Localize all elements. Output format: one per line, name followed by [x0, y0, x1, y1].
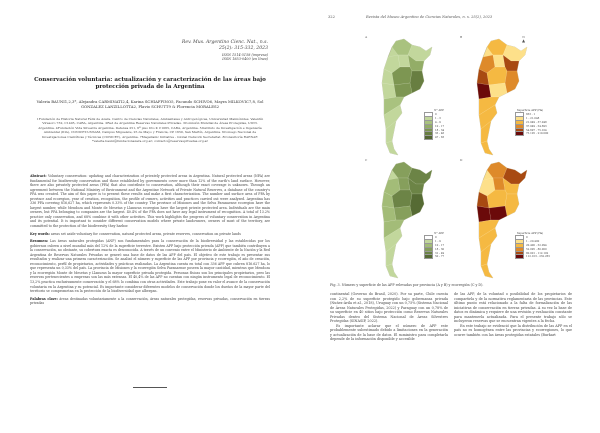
- legend-title: Superficie APP (Ha): [516, 232, 544, 235]
- legend-entry: [515, 132, 548, 136]
- issn-online: ISSN 1853-0400 (en línea): [222, 57, 268, 62]
- map-region: [489, 83, 507, 97]
- right-page: [300, 0, 600, 433]
- legend-label: 4 - 9: [435, 120, 441, 124]
- palabras-clave: [30, 297, 270, 306]
- legend-entry: [515, 255, 550, 259]
- legend-label: 0: [435, 113, 437, 117]
- legend-label: 18 - 34: [435, 128, 445, 132]
- journal-header: [182, 40, 268, 62]
- resumen-text: Las áreas naturales protegidas (ANP) son fundamentales para la conservación de la biodiversidad y las establecidas por los gobiernos cubren a nivel mundial más del 12% de la superficie terrestre. Existen APP bajo protección privada (APP) que también contribuyen a la conservación, no obstante, su cobertura exacta es desconocida. A través de un convenio entre el Ministerio de Ambiente de la Nación y la Red Argentina de Reservas Naturales Privadas se generó una base de datos de las APP del país. El objetivo de este trabajo es presentar sus resultados y realizar una primera caracterización. Se analizó el número y superficie de las APP por provincia y ecorregión, el año de creación, reconocimiento, perfil de propietarios, actividades y prácticas realizadas. La Argentina cuenta en total con 336 APP que cubren 816.627 ha, lo que representa un 0,33% del país. La provincia de Misiones y la ecorregión Selva Paranaense poseen la mayor cantidad, mientras que Mendoza y la ecorregión Monte de Mesetas y Llanuras la mayor superficie privada protegida. Personas físicas son los principales propietarios, pero las reservas pertenecientes a empresas son las más extensas. El 40,4% de las APP no cuentan con ningún instrumento legal de reconocimiento. El 13,2% practica exclusivamente conservación y el 68% lo combina con otras actividades. Este trabajo pone en valor el avance de la conservación voluntaria en la Argentina y su potencial. Es importante considerar diferentes modelos de conservación donde los dueños de la mayor parte del territorio se comprometan en la protección de la biodiversidad que albergan.: [30, 239, 270, 294]
- abstract-label: Abstract:: [30, 174, 47, 178]
- keywords: [30, 232, 270, 237]
- legend-label: 37.049 - 54.693: [526, 124, 547, 128]
- legend-swatch: [424, 254, 433, 259]
- paragraph: continental (Governo do Brasil, 2020). Por su parte, Chile cuenta con 2,2% de su superficie protegido bajo gobernanza privada (Nuñez-Ávila et al., 2018), Uruguay con un 0,75% (Sistema Nacional de Áreas Naturales Protegidas, 2022) y Paraguay con un 0,78% de su superficie en 40 sitios bajo protección como Reservas Naturales Privadas dentro del Sistema Nacional de Áreas Silvestres Protegidas (SINASIP, 2022).: [330, 292, 448, 324]
- text-column-left: [330, 292, 448, 342]
- map-region: [386, 264, 398, 278]
- map-region: [410, 71, 424, 93]
- legend-label: 1 - 9: [435, 240, 441, 244]
- legend-label: 35 - 46: [435, 132, 445, 136]
- legend-label: 21.049 - 37.048: [526, 120, 547, 124]
- resumen: [30, 239, 270, 294]
- paragraph: de las APP, de la voluntad o posibilidad de los propietarios de compartirla y de la normativa reglamentaria de las provincias. Este último punto está relacionado a la falta de formalización de las iniciativas de conservación en tierras privadas. A su vez la base de datos es dinámica y requiere de una revisión y evaluación constante para mantenerla actualizada. Para el presente trabajo sólo se incluyeron reservas que se encuentran vigentes a la fecha.: [454, 292, 572, 324]
- keywords-text: areas set aside voluntary for conservation, natural protected areas, private reserves, conservation on private lands: [50, 231, 241, 236]
- map-panel-a: [362, 35, 457, 157]
- legend-label: 0: [435, 236, 437, 240]
- figure-caption: Fig. 3. Número y superficie de las APP relevadas por provincia (A y B) y ecorregión (C y D).: [330, 283, 484, 287]
- running-title: Revista del Museo Argentino de Ciencias Naturales, n. s. 25(2), 2023: [366, 15, 493, 19]
- legend-label: 0: [526, 236, 528, 240]
- map-region: [477, 83, 491, 99]
- map-region: [382, 83, 396, 99]
- legend-label: 20.400 - 52.094: [526, 243, 547, 247]
- panel-letter: A: [365, 35, 368, 39]
- article-title: Conservación voluntaria: actualización y caracterización de las áreas bajo protección privada de la Argentina: [34, 77, 266, 91]
- legend-label: 112.103 - 232.265: [526, 255, 550, 259]
- choropleth-map: [469, 160, 529, 280]
- legend-label: 80.001 - 112.102: [526, 251, 549, 255]
- journal-citation: Rev. Mus. Argentino Cienc. Nat., n.s.: [181, 40, 268, 45]
- legend-label: 31 - 49: [435, 251, 445, 255]
- map-region: [386, 141, 398, 155]
- choropleth-map: [374, 160, 434, 280]
- issn-print: ISSN 1514-5158 (impresa): [222, 52, 268, 57]
- legend-label: 1 - 21.048: [526, 117, 540, 121]
- resumen-label: Resumen:: [30, 239, 49, 244]
- map-legend: [424, 109, 454, 140]
- section-divider: [133, 387, 167, 388]
- map-legend: [424, 232, 454, 259]
- page-number: 322: [328, 15, 335, 19]
- map-region: [481, 141, 493, 155]
- map-panel-c: [362, 158, 457, 280]
- map-panel-d: [457, 158, 552, 280]
- panel-letter: B: [460, 35, 463, 39]
- map-region: [489, 206, 507, 220]
- map-region: [382, 206, 396, 222]
- map-legend: [515, 109, 548, 136]
- panel-letter: D: [460, 158, 463, 162]
- map-region: [481, 264, 493, 278]
- legend-label: 52.095 - 80.000: [526, 247, 547, 251]
- legend-label: 75.105 - 210.000: [526, 132, 549, 136]
- paragraph: Es importante aclarar que el número de APP este probablemente subestimado debido a limitaciones en la generación y actualización de la base de datos. El suministro para completarla depende de la información disponible y accesible: [330, 323, 448, 342]
- text-column-right: [454, 292, 572, 337]
- paragraph: En este trabajo se evidenció que la distribución de las APP en el país no es homogénea entre las provincias y ecorregiones, lo que ocurre también con las áreas protegidas estatales (Burkart: [454, 323, 572, 337]
- map-legend: [515, 232, 550, 259]
- authors: Valeria BAUNI1,2,3*, Alejandra CARMINATI2,4, Karina SCHIAFFINO5, Facundo SCHIVO6, Mayra MILKOVIC7,8, Sol GONZALEZ LANZILLOTTA2, Flavio SCHUTT9 & Florencia MORALES2: [36, 99, 264, 109]
- legend-label: 10 - 17: [435, 243, 445, 247]
- map-region: [410, 194, 424, 216]
- map-region: [394, 83, 412, 97]
- legend-title: N° APP: [434, 109, 444, 112]
- legend-label: 1 - 20.400: [526, 240, 540, 244]
- abstract: [30, 174, 270, 306]
- legend-entry: [424, 136, 454, 140]
- map-region: [505, 71, 519, 93]
- map-region: [505, 194, 519, 216]
- keywords-label: Key words:: [30, 231, 50, 236]
- legend-label: 18 - 30: [435, 247, 445, 251]
- legend-label: 10 - 17: [435, 124, 445, 128]
- legend-title: N° APP: [434, 232, 444, 235]
- legend-label: 833 - 1: [526, 113, 536, 117]
- legend-entry: [424, 255, 454, 259]
- legend-label: 1 - 3: [435, 117, 441, 121]
- legend-swatch: [424, 135, 433, 140]
- legend-label: 50 - 77: [435, 255, 445, 259]
- choropleth-map: [469, 37, 529, 157]
- figure-3: [362, 35, 552, 280]
- map-region: [394, 206, 412, 220]
- map-region: [477, 206, 491, 222]
- legend-title: Superficie APP (Ha): [516, 109, 544, 112]
- abstract-text: Voluntary conservation: updating and characterization of privately protected areas in Argentina. Natural protected areas (NPA) are fundamental for biodiversity conservation and those established by governments cover more than 12% of the earth's land surface. However, there are also privately protected areas (PPA) that also contribute to conservation, although their exact coverage is unknown. Through an agreement between the National Ministry of Environment and the Argentine Network of Private Natural Reserves, a database of the country's PPA was created. The aim of this paper is to present these results and make a first characterization. The number and surface area of PPA by province and ecoregion, year of creation, recognition, the profile of owners, activities and practices carried out were analyzed. Argentina has 336 PPA covering 816,627 ha, which represents 0.33% of the country. The province of Misiones and the Selva Paranaense ecoregion have the largest number, while Mendoza and Monte de Mesetas y Llanuras ecoregion have the largest private protected area. Individuals are the main owners, but PPA belonging to companies are the largest. 40.4% of the PPA does not have any legal instrument of recognition. A total of 13.2% practice only conservation, and 68% combine it with other activities. This work highlights the progress of voluntary conservation in Argentina and its potential. It is important to consider different conservation models where private landowners, owners of most of the territory, are committed to the protection of the biodiversity they harbor.: [30, 174, 270, 229]
- north-arrow-icon: N ▲: [522, 35, 526, 43]
- journal-volume: 25(2): 315-332, 2023: [218, 46, 268, 52]
- palabras-text: áreas destinadas voluntariamente a la conservación, áreas naturales protegidas, reservas privadas, conservación en tierras privadas: [30, 296, 270, 306]
- legend-swatch: [515, 254, 524, 259]
- palabras-label: Palabras clave:: [30, 296, 58, 301]
- legend-swatch: [515, 131, 524, 136]
- north-label: N: [522, 35, 525, 39]
- map-panel-b: [457, 35, 552, 157]
- legend-label: 54.697 - 75.104: [526, 128, 547, 132]
- panel-letter: C: [365, 158, 368, 162]
- legend-label: 47 - 83: [435, 136, 445, 140]
- affiliations: 1Fundación de Historia Natural Félix de Azara. Centro de Ciencias Naturales, Ambientales y Antropológicas, Universidad Maimónides. Valentín Virasoro 732, C1405, CABA, Argentina. 2Red de Argentina Reservas Naturales Privadas. 3Comisión Mundial de Áreas Protegidas, UICN. Argentina. 4Fundación Vida Silvestre Argentina. Defensa 251, 6º piso Dto K C1065, CABA, Argentina. 5Instituto de Investigación e Ingeniería Ambiental (IIIA), CONICET-UNSAM, Campus Miguelete, 25 de Mayo y Francia, CP 1650, San Martín, Argentina. 6Consejo Nacional de Investigaciones Científicas y Técnicas (CONICET), Argentina. 7Magellanic Initiative - Global Network Secretariat. 8Consultoría RAENAF. *valeria.bauni@fundacionazara.org.ar; contacto@reservasprivadas.org.ar: [36, 117, 264, 144]
